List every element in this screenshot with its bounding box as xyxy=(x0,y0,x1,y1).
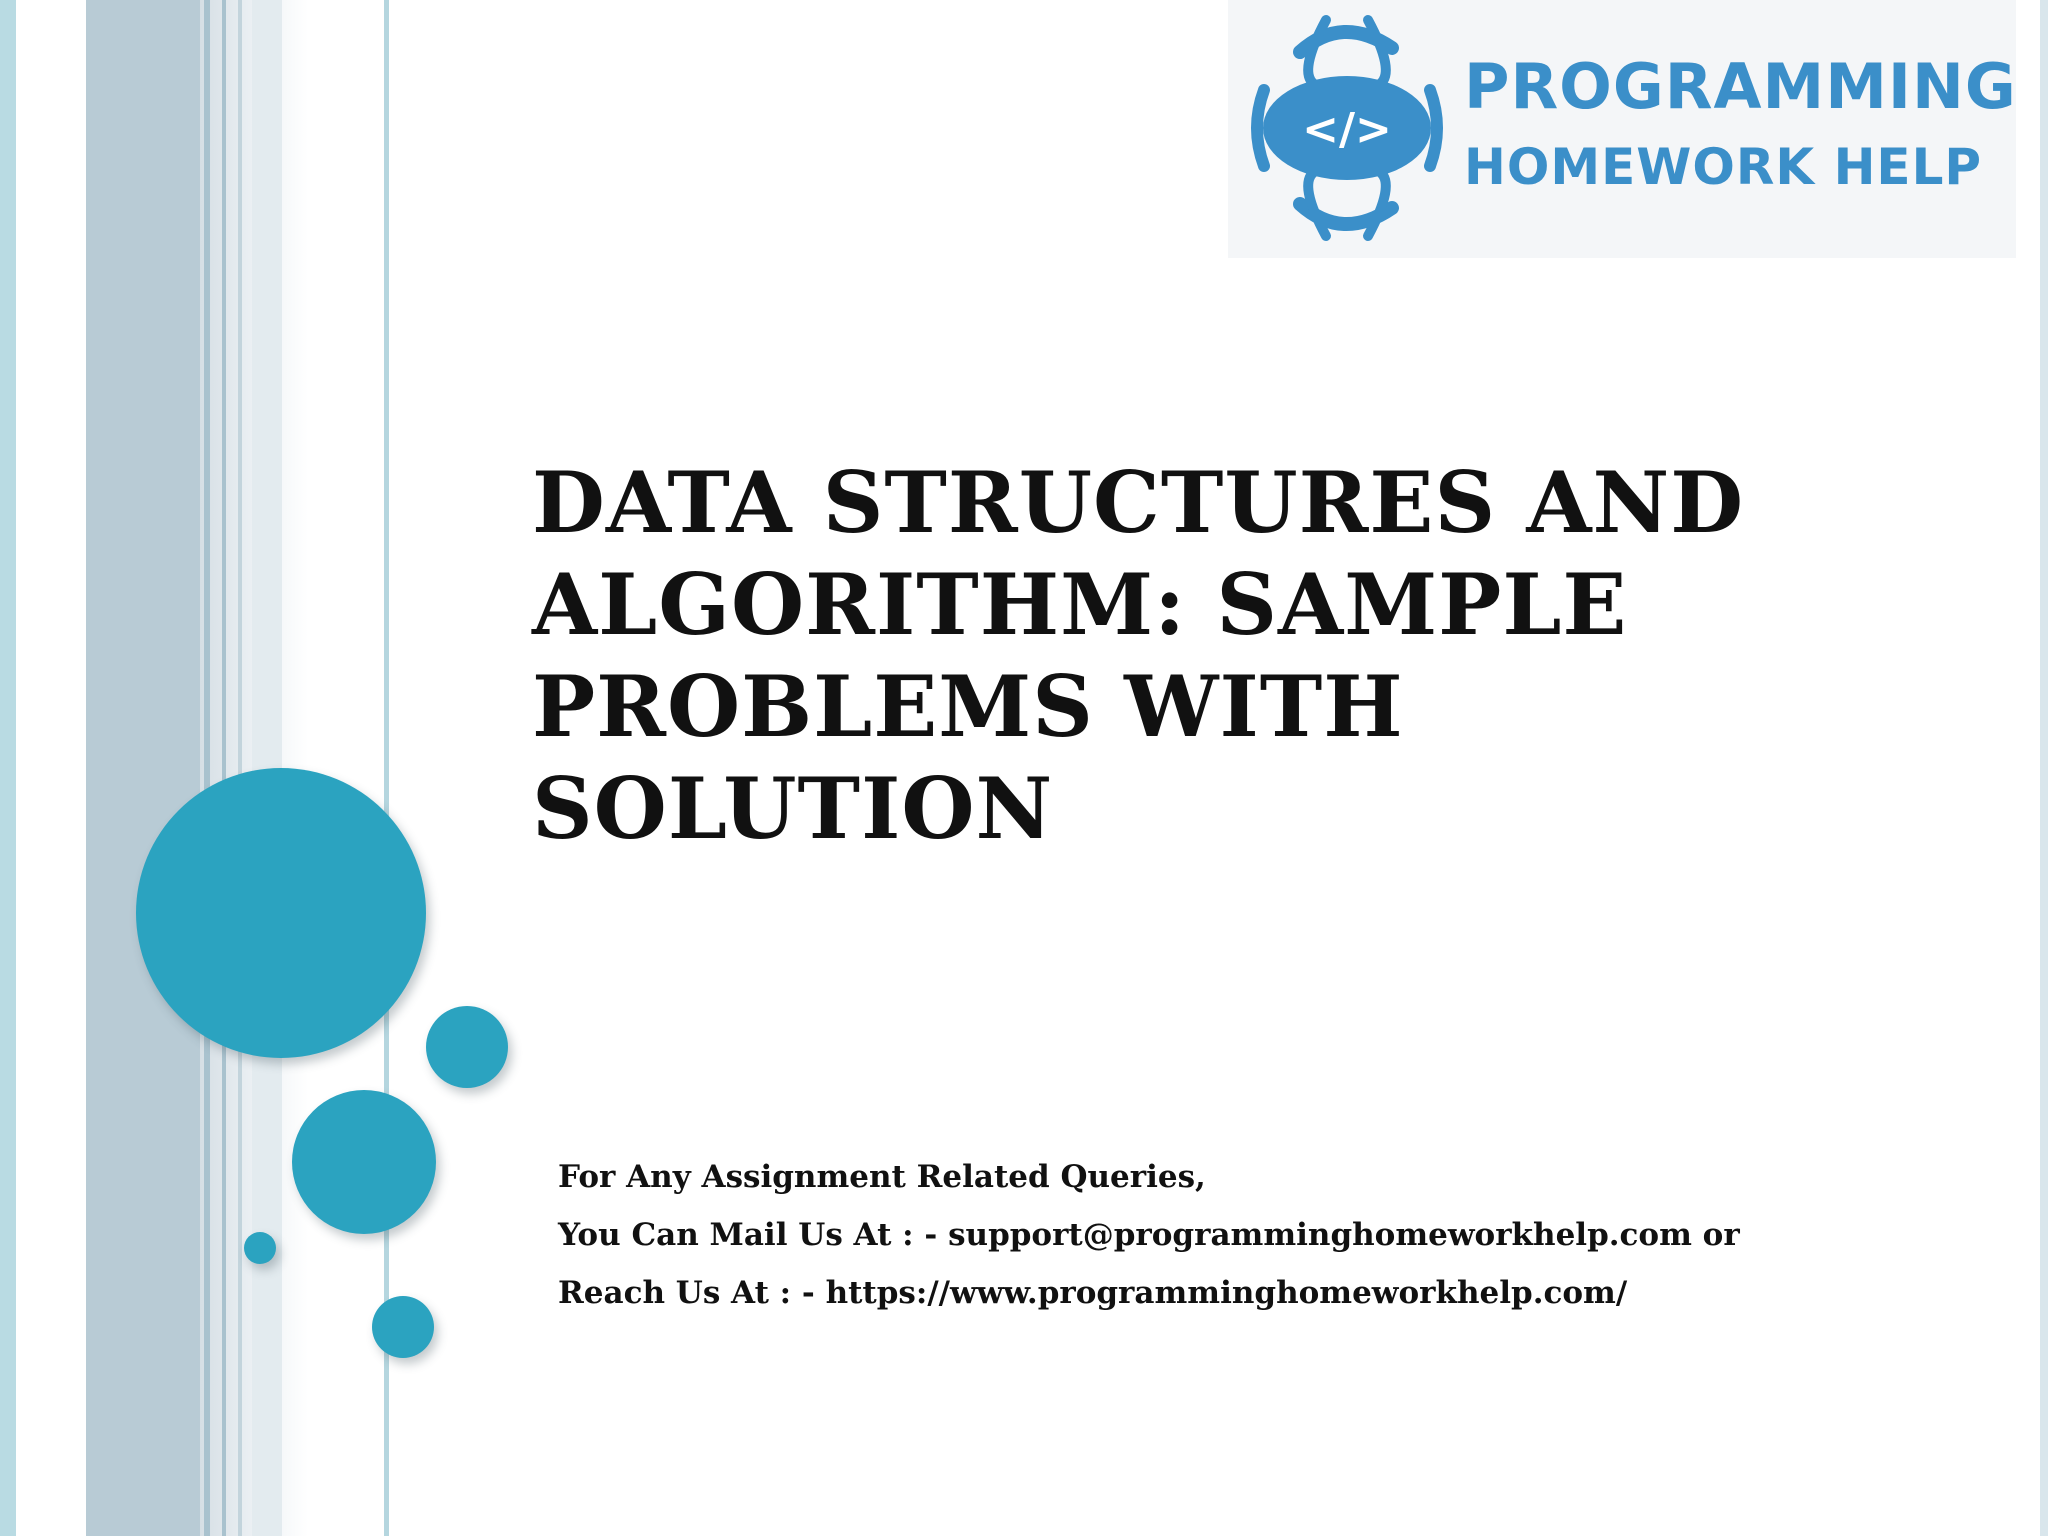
title-line: DATA STRUCTURES AND xyxy=(532,453,1745,552)
logo-subtitle: HOMEWORK HELP xyxy=(1464,138,1983,196)
globe-code-icon xyxy=(1242,12,1452,244)
contact-email-line[interactable]: You Can Mail Us At : - support@programminghomeworkhelp.com or xyxy=(558,1217,1740,1253)
decorative-circle xyxy=(292,1090,436,1234)
left-band-stripe xyxy=(86,0,200,1536)
title-line: SOLUTION xyxy=(532,759,1054,858)
contact-website-line[interactable]: Reach Us At : - https://www.programminghomeworkhelp.com/ xyxy=(558,1275,1628,1311)
title-line: ALGORITHM: SAMPLE xyxy=(532,555,1628,654)
thin-stripe xyxy=(238,0,242,1536)
decorative-circle-large xyxy=(136,768,426,1058)
title-line: PROBLEMS WITH xyxy=(532,657,1404,756)
slide-title xyxy=(532,452,1745,860)
left-edge-stripe xyxy=(0,0,16,1536)
decorative-circle xyxy=(372,1296,434,1358)
thin-stripe xyxy=(222,0,226,1536)
decorative-circle xyxy=(426,1006,508,1088)
thin-stripe xyxy=(204,0,210,1536)
logo-title: PROGRAMMING xyxy=(1464,50,2017,123)
code-glyph: </> xyxy=(1302,104,1392,155)
contact-queries-line: For Any Assignment Related Queries, xyxy=(558,1159,1206,1195)
decorative-circle xyxy=(244,1232,276,1264)
contact-info xyxy=(558,1148,1740,1322)
right-edge-stripe xyxy=(2040,0,2048,1536)
brand-logo xyxy=(1228,0,2016,258)
